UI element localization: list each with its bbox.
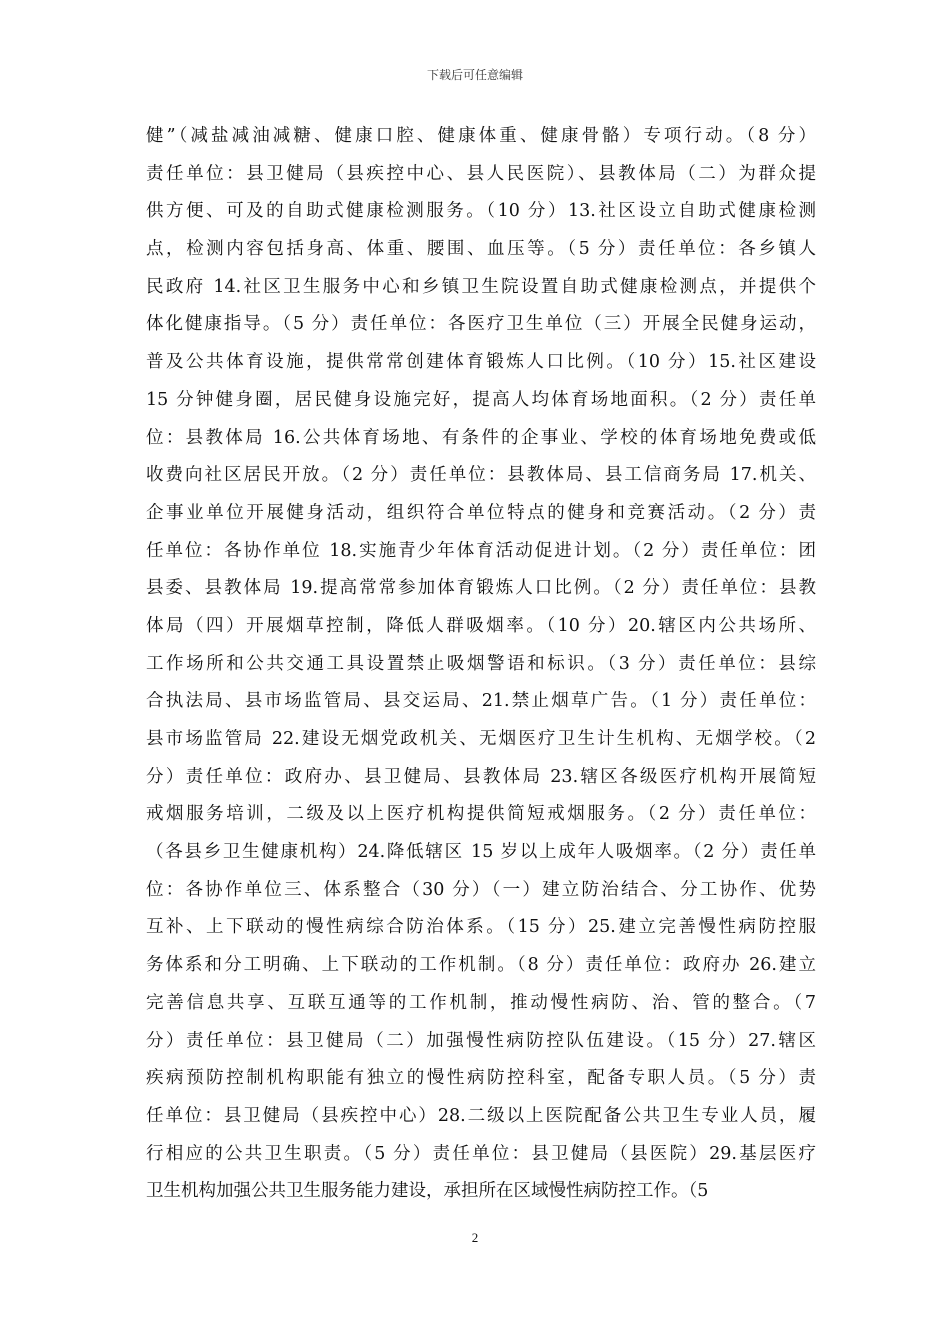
text-line: 疾病预防控制机构职能有独立的慢性病防控科室，配备专职人员。（5 分）责 [146,1068,816,1089]
text-line: 企事业单位开展健身活动，组织符合单位特点的健身和竞赛活动。（2 分）责 [146,502,816,523]
text-line: 合执法局、县市场监管局、县交运局、21.禁止烟草广告。（1 分）责任单位： [146,691,816,712]
text-line: 位：县教体局 16.公共体育场地、有条件的企事业、学校的体育场地免费或低 [146,427,816,448]
text-line: 15 分钟健身圈，居民健身设施完好，提高人均体育场地面积。（2 分）责任单 [146,389,816,410]
text-line: 卫生机构加强公共卫生服务能力建设，承担所在区域慢性病防控工作。（5 [146,1181,709,1202]
text-line: 县委、县教体局 19.提高常常参加体育锻炼人口比例。（2 分）责任单位：县教 [146,578,816,599]
text-line: 任单位：各协作单位 18.实施青少年体育活动促进计划。（2 分）责任单位：团 [146,540,816,561]
text-line: 分）责任单位：政府办、县卫健局、县教体局 23.辖区各级医疗机构开展简短 [146,766,816,787]
text-line: 县市场监管局 22.建设无烟党政机关、无烟医疗卫生计生机构、无烟学校。（2 [146,729,816,749]
text-line: 供方便、可及的自助式健康检测服务。（10 分）13.社区设立自助式健康检测 [146,201,816,222]
text-line: （各县乡卫生健康机构）24.降低辖区 15 岁以上成年人吸烟率。（2 分）责任单 [146,842,816,863]
document-body [146,118,816,1211]
text-line: 健”（减盐减油减糖、健康口腔、健康体重、健康骨骼）专项行动。（8 分） [146,126,816,146]
text-line: 任单位：县卫健局（县疾控中心）28.二级以上医院配备公共卫生专业人员，履 [146,1105,816,1126]
text-line: 体化健康指导。（5 分）责任单位：各医疗卫生单位（三）开展全民健身运动， [146,314,816,335]
text-line: 收费向社区居民开放。（2 分）责任单位：县教体局、县工信商务局 17.机关、 [146,465,816,486]
text-line: 务体系和分工明确、上下联动的工作机制。（8 分）责任单位：政府办 26.建立 [146,955,816,976]
page-header: 下载后可任意编辑 [426,68,523,82]
text-line: 点，检测内容包括身高、体重、腰围、血压等。（5 分）责任单位：各乡镇人 [146,239,816,260]
page-number: 2 [471,1230,479,1245]
text-line: 民政府 14.社区卫生服务中心和乡镇卫生院设置自助式健康检测点，并提供个 [146,276,816,297]
text-line: 体局（四）开展烟草控制，降低人群吸烟率。（10 分）20.辖区内公共场所、 [146,615,816,636]
text-line: 位：各协作单位三、体系整合（30 分）（一）建立防治结合、分工协作、优势 [146,879,816,900]
text-line: 责任单位：县卫健局（县疾控中心、县人民医院）、县教体局（二）为群众提 [146,163,816,184]
text-line: 分）责任单位：县卫健局（二）加强慢性病防控队伍建设。（15 分）27.辖区 [146,1030,816,1051]
text-line: 戒烟服务培训，二级及以上医疗机构提供简短戒烟服务。（2 分）责任单位： [146,804,816,825]
text-line: 完善信息共享、互联互通等的工作机制，推动慢性病防、治、管的整合。（7 [146,992,816,1013]
text-line: 行相应的公共卫生职责。（5 分）责任单位：县卫健局（县医院）29.基层医疗 [146,1143,816,1164]
text-line: 工作场所和公共交通工具设置禁止吸烟警语和标识。（3 分）责任单位：县综 [146,653,816,674]
text-line: 普及公共体育设施，提供常常创建体育锻炼人口比例。（10 分）15.社区建设 [146,352,816,373]
text-line: 互补、上下联动的慢性病综合防治体系。（15 分）25.建立完善慢性病防控服 [146,917,816,938]
